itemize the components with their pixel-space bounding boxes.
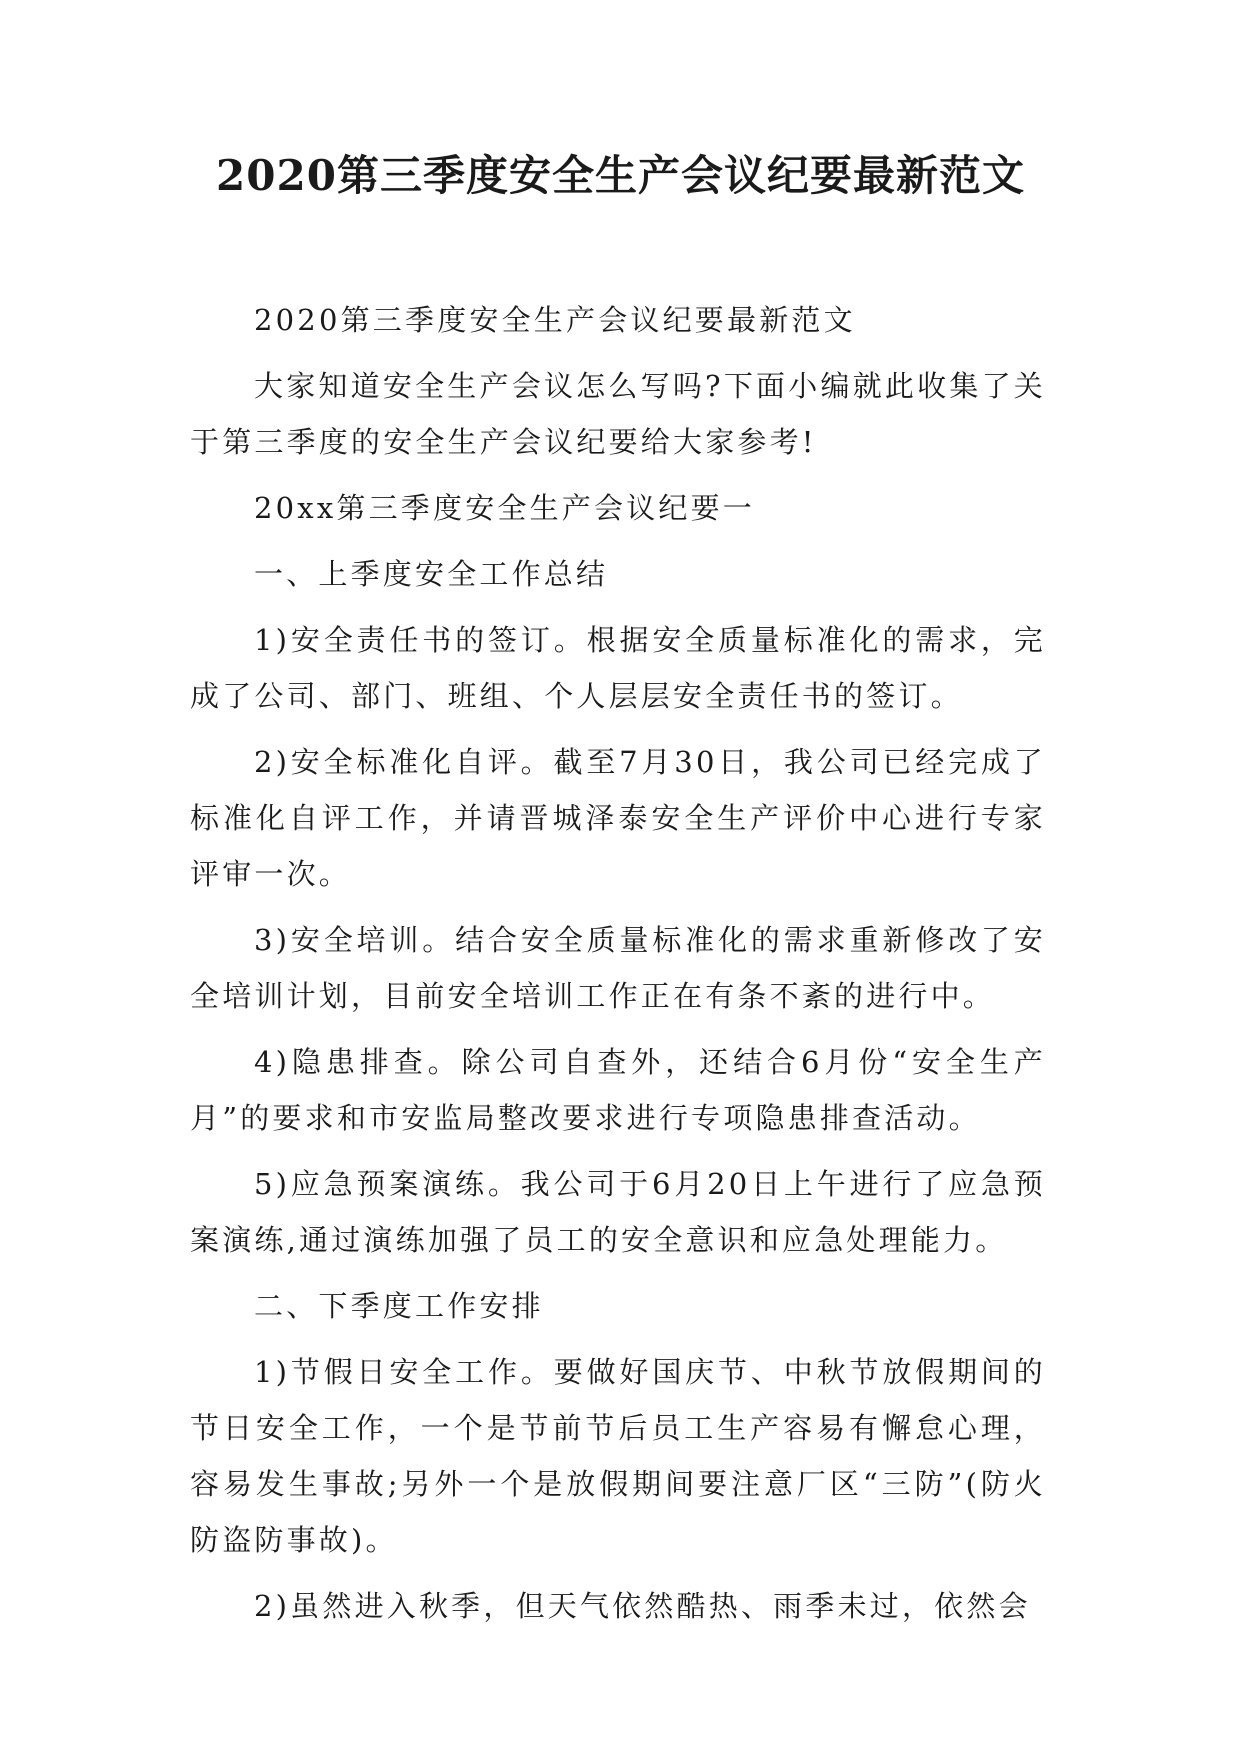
document-body bbox=[190, 292, 1046, 1644]
document-title: 2020第三季度安全生产会议纪要最新范文 bbox=[216, 151, 1025, 200]
paragraph-heading-summary: 一、上季度安全工作总结 bbox=[254, 557, 609, 591]
paragraph-item: 1)安全责任书的签订。根据安全质量标准化的需求，完成了公司、部门、班组、个人层层安全责任书的签订。 bbox=[190, 623, 1046, 713]
paragraph-item: 4)隐患排查。除公司自查外，还结合6月份“安全生产月”的要求和市安监局整改要求进行专项隐患排查活动。 bbox=[190, 1045, 1046, 1135]
paragraph-item: 3)安全培训。结合安全质量标准化的需求重新修改了安全培训计划，目前安全培训工作正在有条不紊的进行中。 bbox=[190, 923, 1046, 1013]
paragraph-item: 2)虽然进入秋季，但天气依然酷热、雨季未过，依然会 bbox=[254, 1589, 1031, 1623]
paragraph-heading-plan: 二、下季度工作安排 bbox=[254, 1289, 544, 1323]
paragraph-item: 2)安全标准化自评。截至7月30日，我公司已经完成了标准化自评工作，并请晋城泽泰安全生产评价中心进行专家评审一次。 bbox=[190, 745, 1046, 891]
paragraph-item: 1)节假日安全工作。要做好国庆节、中秋节放假期间的节日安全工作，一个是节前节后员工生产容易有懈怠心理，容易发生事故;另外一个是放假期间要注意厂区“三防”(防火防盗防事故)。 bbox=[190, 1355, 1046, 1557]
paragraph-item: 5)应急预案演练。我公司于6月20日上午进行了应急预案演练,通过演练加强了员工的安全意识和应急处理能力。 bbox=[190, 1167, 1046, 1257]
paragraph-section-heading: 20xx第三季度安全生产会议纪要一 bbox=[254, 491, 756, 525]
paragraph-intro: 大家知道安全生产会议怎么写吗?下面小编就此收集了关于第三季度的安全生产会议纪要给大家参考! bbox=[190, 369, 1046, 459]
paragraph-subtitle: 2020第三季度安全生产会议纪要最新范文 bbox=[254, 303, 856, 337]
